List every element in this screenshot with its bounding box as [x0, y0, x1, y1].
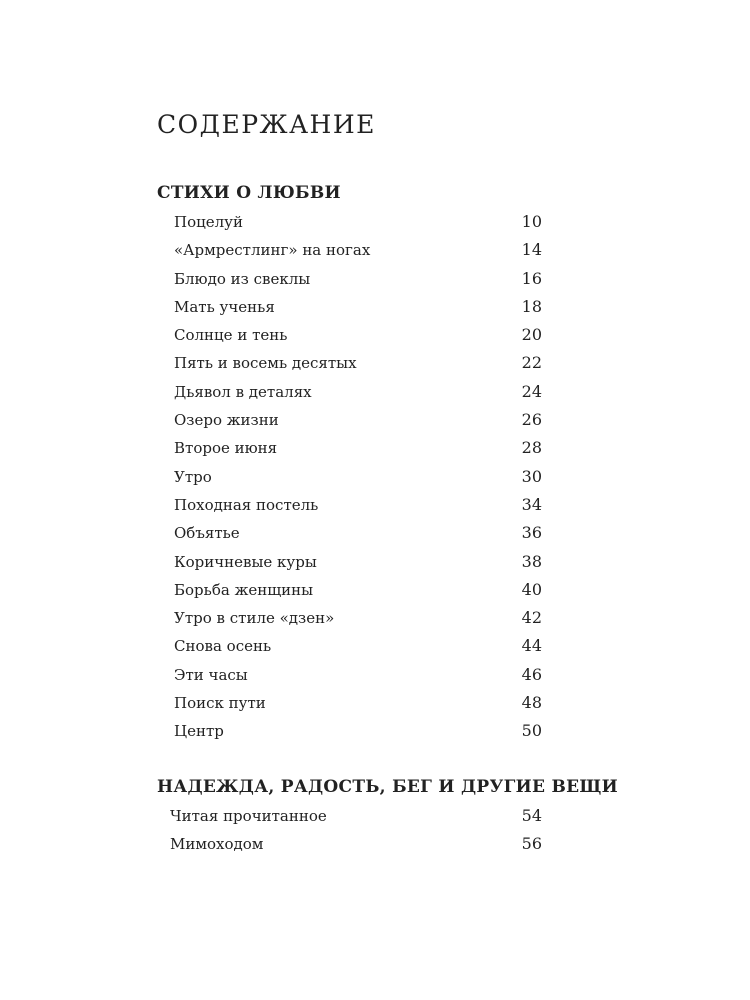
entry-title: Дьявол в деталях	[174, 382, 312, 401]
entry-page-number: 50	[521, 721, 542, 741]
entry-title: Снова осень	[174, 637, 272, 656]
entry-title: Походная постель	[174, 495, 319, 514]
entry-page-number: 28	[521, 438, 542, 458]
entry-title: Объятье	[174, 524, 240, 543]
toc-entry	[157, 491, 542, 519]
toc-entry	[157, 406, 542, 434]
entry-page-number: 34	[521, 494, 542, 514]
section-heading: СТИХИ О ЛЮБВИ	[157, 183, 341, 203]
toc-entry	[157, 661, 542, 689]
entry-page-number: 26	[521, 410, 542, 430]
toc-section-hope-joy-running	[157, 774, 619, 859]
toc-entry	[157, 321, 542, 349]
entry-title: Озеро жизни	[174, 411, 279, 430]
toc-entry	[157, 576, 542, 604]
entry-title: Борьба женщины	[174, 580, 314, 599]
toc-entry	[157, 830, 542, 858]
entry-title: Читая прочитанное	[170, 807, 327, 825]
entry-page-number: 16	[521, 268, 542, 288]
entry-title: «Армрестлинг» на ногах	[174, 241, 371, 260]
toc-entry	[157, 293, 542, 321]
entry-page-number: 30	[521, 466, 542, 486]
toc-entry	[157, 802, 542, 830]
toc-section-love-poems	[157, 180, 542, 746]
entry-page-number: 46	[521, 664, 542, 684]
entry-page-number: 22	[521, 353, 542, 373]
entry-title: Поцелуй	[174, 213, 243, 231]
entry-title: Мать ученья	[174, 297, 275, 316]
toc-entry	[157, 548, 542, 576]
entry-title: Блюдо из свеклы	[174, 269, 311, 288]
entry-title: Второе июня	[174, 439, 278, 458]
entry-page-number: 38	[521, 551, 542, 571]
toc-entry	[157, 717, 542, 745]
entry-page-number: 54	[521, 806, 542, 825]
entry-title: Поиск пути	[174, 694, 266, 713]
entry-page-number: 14	[521, 240, 542, 260]
entry-list	[157, 208, 542, 746]
entry-page-number: 44	[521, 636, 542, 656]
toc-entry	[157, 349, 542, 377]
toc-entry	[157, 434, 542, 462]
entry-page-number: 36	[521, 523, 542, 543]
entry-page-number: 24	[521, 381, 542, 401]
toc-entry	[157, 208, 542, 236]
entry-title: Эти часы	[174, 665, 248, 684]
entry-page-number: 56	[521, 834, 542, 854]
toc-entry	[157, 689, 542, 717]
toc-entry	[157, 236, 542, 264]
toc-entry	[157, 265, 542, 293]
entry-title: Мимоходом	[170, 835, 264, 854]
toc-entry	[157, 463, 542, 491]
entry-page-number: 48	[521, 693, 542, 713]
entry-page-number: 42	[521, 608, 542, 628]
toc-entry	[157, 604, 542, 632]
toc-entry	[157, 519, 542, 547]
toc-entry	[157, 632, 542, 660]
entry-page-number: 40	[521, 579, 542, 599]
entry-title: Коричневые куры	[174, 552, 317, 571]
entry-page-number: 18	[521, 296, 542, 316]
entry-title: Утро в стиле «дзен»	[174, 609, 335, 628]
entry-title: Пять и восемь десятых	[174, 354, 357, 373]
toc-entry	[157, 378, 542, 406]
entry-title: Центр	[174, 722, 224, 741]
section-heading: НАДЕЖДА, РАДОСТЬ, БЕГ И ДРУГИЕ ВЕЩИ	[157, 777, 619, 797]
entry-page-number: 10	[521, 212, 542, 231]
entry-list	[157, 802, 542, 859]
entry-title: Утро	[174, 467, 212, 486]
entry-title: Солнце и тень	[174, 326, 288, 345]
entry-page-number: 20	[521, 325, 542, 345]
page-title: СОДЕРЖАНИЕ	[157, 110, 376, 139]
